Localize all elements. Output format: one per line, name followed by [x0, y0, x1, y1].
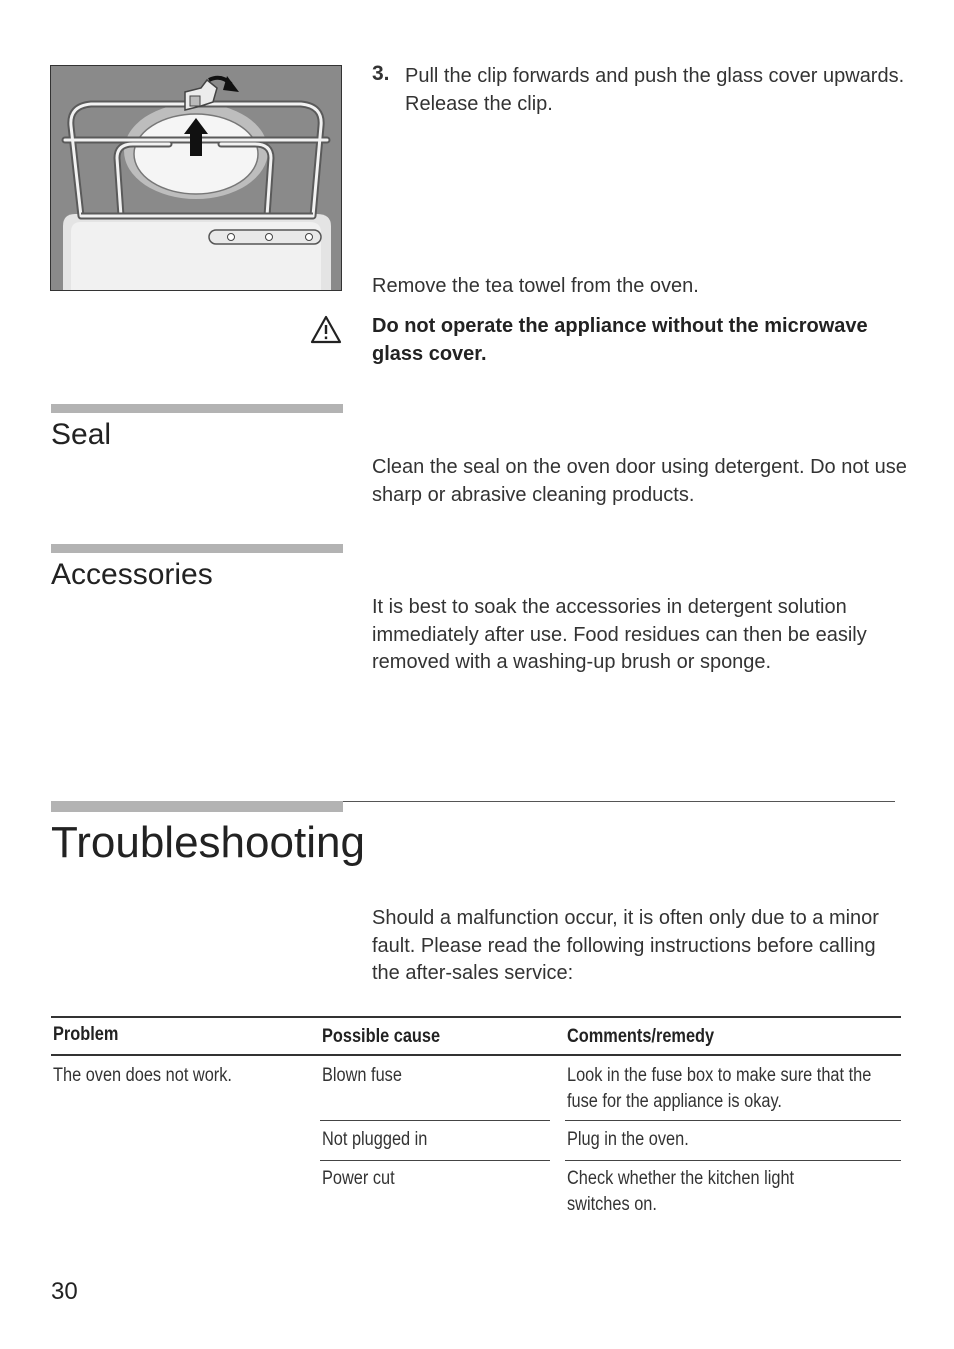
table-row-1-remedy: Look in the fuse box to make sure that the fuse for the appliance is okay. — [567, 1065, 872, 1112]
troubleshooting-section-bar — [51, 801, 343, 812]
glass-cover-clip-diagram — [51, 66, 341, 290]
table-row-divider — [320, 1120, 550, 1121]
table-row-divider — [565, 1160, 901, 1161]
table-header-cause: Possible cause — [322, 1026, 441, 1047]
warning-text: Do not operate the appliance without the microwave glass cover. — [372, 315, 868, 365]
table-row-3-remedy: Check whether the kitchen light switches on. — [567, 1168, 795, 1215]
seal-section-bar — [51, 404, 343, 413]
step-number: 3. — [372, 62, 390, 85]
accessories-text: It is best to soak the accessories in detergent solution immediately after use. Food residues can then be easily removed with a washing-up brush or sponge. — [372, 596, 867, 673]
accessories-heading: Accessories — [51, 558, 213, 591]
table-row-divider — [320, 1160, 550, 1161]
table-header-problem: Problem — [53, 1024, 119, 1045]
table-header-rule — [51, 1054, 901, 1056]
glass-cover-illustration — [50, 65, 342, 291]
seal-text: Clean the seal on the oven door using detergent. Do not use sharp or abrasive cleaning products. — [372, 456, 907, 506]
table-row-1-cause: Blown fuse — [322, 1065, 402, 1086]
table-row-divider — [565, 1120, 901, 1121]
seal-heading: Seal — [51, 418, 112, 451]
page-number: 30 — [51, 1278, 78, 1305]
accessories-section-bar — [51, 544, 343, 553]
table-top-rule — [51, 1016, 901, 1018]
note-text: Remove the tea towel from the oven. — [372, 275, 699, 297]
table-row-3-cause: Power cut — [322, 1168, 395, 1189]
step-text: Pull the clip forwards and push the glass cover upwards. Release the clip. — [405, 65, 905, 115]
troubleshooting-table — [51, 1016, 901, 1226]
troubleshooting-intro: Should a malfunction occur, it is often only due to a minor fault. Please read the following instructions before calling the after-sales service: — [372, 907, 879, 984]
table-row-2-remedy: Plug in the oven. — [567, 1129, 689, 1150]
troubleshooting-heading: Troubleshooting — [51, 818, 365, 867]
table-header-remedy: Comments/remedy — [567, 1026, 715, 1047]
table-row-2-cause: Not plugged in — [322, 1129, 428, 1150]
warning-triangle-icon — [310, 314, 342, 344]
troubleshooting-rule — [343, 801, 895, 802]
table-problem-cell: The oven does not work. — [53, 1065, 232, 1086]
